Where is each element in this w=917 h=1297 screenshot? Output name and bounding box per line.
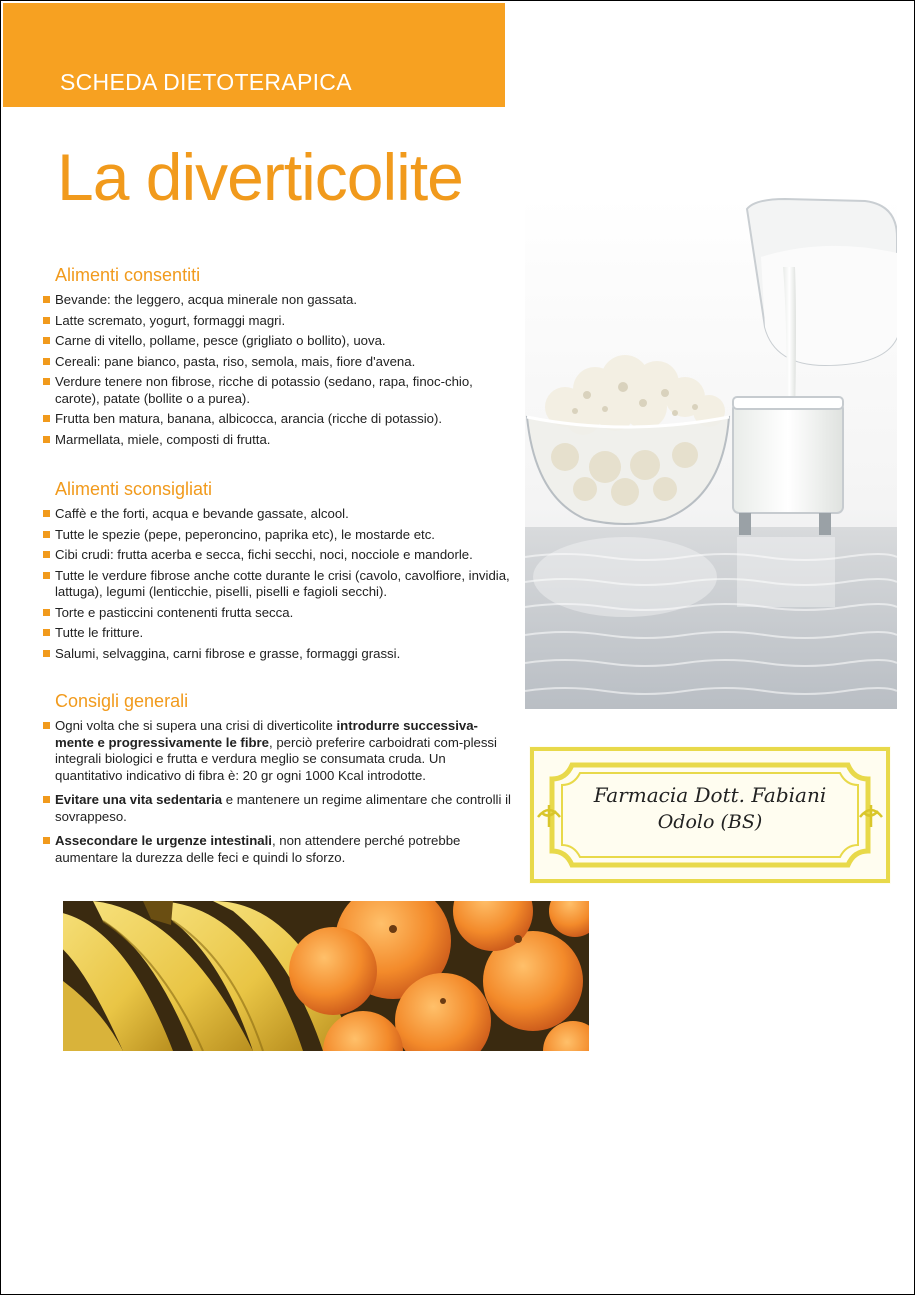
list-item-text: , perciò preferire carboidrati com-plessi integrali biologici e frutta e verdura meglio se consumata cruda. Un quantitativo indicativo di fibra è: 20 gr ogni 1000 Kcal introdotte. [55, 734, 497, 783]
list-item-text: Tutte le spezie (pepe, peperoncino, paprika etc), le mostarde etc. [55, 526, 435, 542]
bullet-square-icon [43, 337, 50, 344]
list-item [43, 432, 513, 449]
list-item [43, 718, 513, 784]
bullet-square-icon [43, 317, 50, 324]
section-heading: Alimenti consentiti [55, 265, 201, 285]
section-heading: Consigli generali [55, 691, 189, 711]
list-item-text: Latte scremato, yogurt, formaggi magri. [55, 312, 286, 328]
section-discouraged-foods [43, 479, 513, 666]
list-item-text: Ogni volta che si supera una crisi di diverticolite [55, 718, 337, 733]
bullet-square-icon [43, 629, 50, 636]
list-item-text: Frutta ben matura, banana, albicocca, arancia (ricche di potassio). [55, 411, 443, 426]
list-item-text: e mantenere un regime alimentare che controlli il sovrappeso. [55, 792, 511, 824]
bullet-square-icon [43, 358, 50, 365]
section-allowed-foods [43, 265, 513, 452]
list-item-emphasis: Evitare una vita sedentaria [55, 792, 223, 807]
list-item [43, 333, 513, 350]
bullet-square-icon [43, 609, 50, 616]
list-item-text: Salumi, selvaggina, carni fibrose e grasse, formaggi grassi. [55, 645, 401, 661]
general-advice-list [43, 718, 513, 866]
list-item [43, 527, 513, 544]
list-item-text: Verdure tenere non fibrose, ricche di potassio (sedano, rapa, finoc-chio, carote), patate (bollite o a purea). [55, 374, 473, 406]
list-item-text: Caffè e the forti, acqua e bevande gassate, alcool. [55, 506, 349, 521]
list-item [43, 354, 513, 371]
bullet-square-icon [43, 510, 50, 517]
list-item-text: Carne di vitello, pollame, pesce (grigliato o bollito), uova. [55, 333, 386, 348]
header-band [3, 3, 505, 107]
bullet-square-icon [43, 378, 50, 385]
list-item [43, 547, 513, 564]
list-item [43, 646, 513, 663]
bullet-square-icon [43, 796, 50, 803]
fruit-photo [63, 901, 589, 1051]
page-title: La diverticolite [57, 140, 463, 214]
allowed-foods-list [43, 292, 513, 448]
list-item-text: Cibi crudi: frutta acerba e secca, fichi secchi, noci, nocciole e mandorle. [55, 547, 473, 562]
list-item [43, 411, 513, 428]
list-item [43, 292, 513, 309]
bullet-square-icon [43, 650, 50, 657]
list-item [43, 568, 513, 601]
dairy-photo-illustration [525, 197, 897, 709]
list-item-text: Tutte le verdure fibrose anche cotte durante le crisi (cavolo, cavolfiore, invidia, lattuga), legumi (lenticchie, piselli, piselli e fagioli secchi). [55, 567, 510, 599]
pharmacy-stamp [528, 745, 892, 885]
list-item-text: Cereali: pane bianco, pasta, riso, semola, mais, fiore d'avena. [55, 353, 416, 369]
bullet-square-icon [43, 572, 50, 579]
bullet-square-icon [43, 837, 50, 844]
bullet-square-icon [43, 436, 50, 443]
list-item-text: Bevande: the leggero, acqua minerale non gassata. [55, 292, 358, 307]
list-item [43, 374, 513, 407]
fruit-photo-illustration [63, 901, 589, 1051]
section-heading: Alimenti sconsigliati [55, 479, 213, 499]
bullet-square-icon [43, 415, 50, 422]
list-item [43, 792, 513, 825]
list-item-text: Torte e pasticcini contenenti frutta secca. [55, 604, 294, 620]
document-kicker: SCHEDA DIETOTERAPICA [60, 69, 352, 95]
list-item-text: Marmellata, miele, composti di frutta. [55, 431, 271, 447]
bullet-square-icon [43, 722, 50, 729]
bullet-square-icon [43, 551, 50, 558]
list-item [43, 313, 513, 330]
section-general-advice [43, 691, 513, 870]
list-item-text: , non attendere perché potrebbe aumentare la durezza delle feci e quindi lo sforzo. [55, 833, 461, 865]
list-item-text: Tutte le fritture. [55, 625, 144, 640]
discouraged-foods-list [43, 506, 513, 662]
list-item [43, 605, 513, 622]
list-item [43, 833, 513, 866]
list-item [43, 506, 513, 523]
list-item-emphasis: Assecondare le urgenze intestinali [55, 833, 272, 848]
stamp-pharmacy-name: Farmacia Dott. Fabiani [593, 783, 827, 807]
bullet-square-icon [43, 531, 50, 538]
list-item [43, 625, 513, 642]
dairy-photo [525, 197, 897, 709]
bullet-square-icon [43, 296, 50, 303]
list-item-emphasis: introdurre successiva-mente e progressivamente le fibre [55, 718, 478, 750]
stamp-location: Odolo (BS) [657, 811, 763, 833]
